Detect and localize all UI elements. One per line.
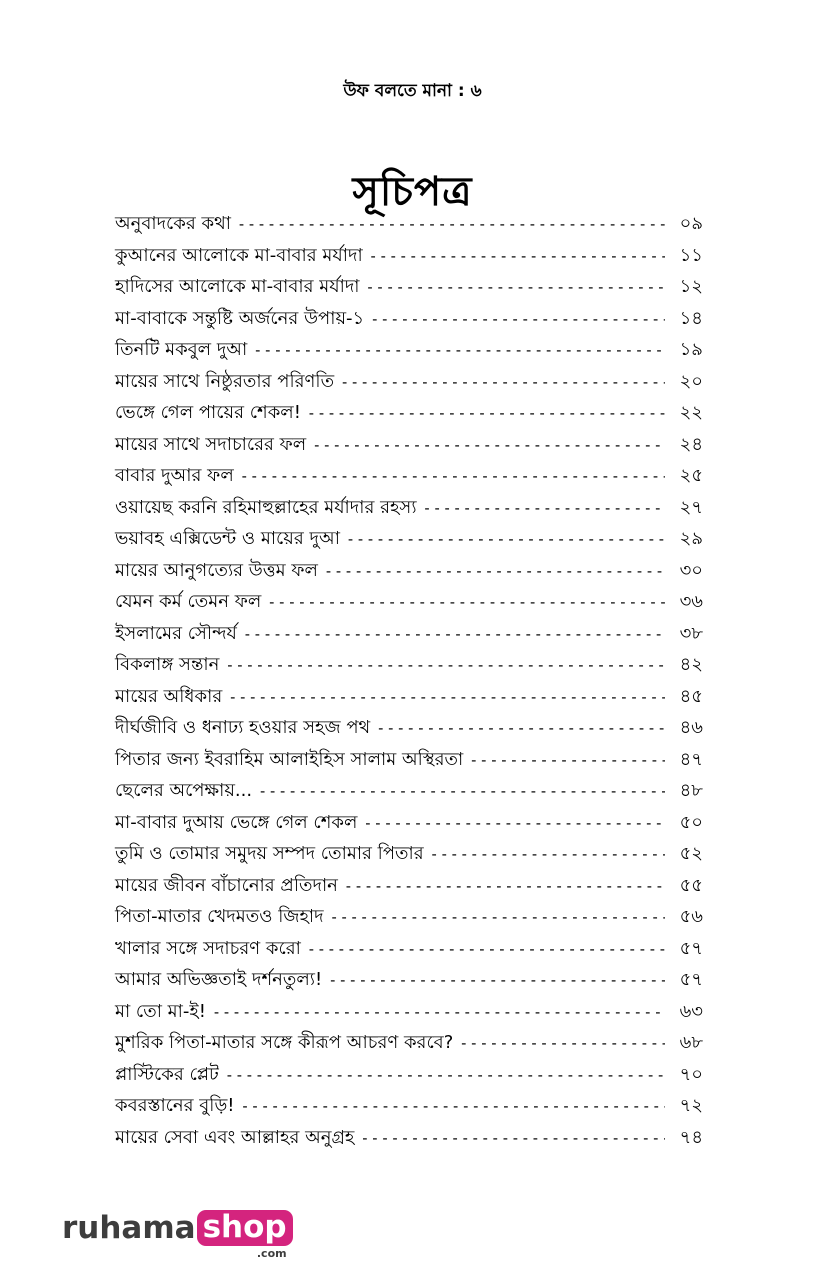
toc-entry-label: মায়ের সাথে নিষ্ঠুরতার পরিণতি [115,370,335,392]
toc-leader [237,209,665,241]
toc-entry-label: তুমি ও তোমার সমুদয় সম্পদ তোমার পিতার [115,843,424,864]
toc-entry-label: অনুবাদকের কথা [115,213,231,234]
toc-entry [115,240,703,272]
toc-leader [366,272,665,304]
toc-entry-label: মা-বাবার দুআয় ভেঙ্গে গেল শেকল [115,811,358,833]
toc-entry-label: দীর্ঘজীবি ও ধনাঢ্য হওয়ার সহজ পথ [115,717,371,738]
toc-leader [360,1123,665,1155]
toc-entry-page: ৭৪ [679,1126,703,1148]
toc-leader [228,682,665,714]
toc-entry-page: ৫৫ [679,874,703,896]
toc-leader [253,335,665,367]
toc-entry-page: ৫২ [679,843,703,864]
toc-entry-page: ১৪ [679,307,703,329]
toc-entry [115,870,703,902]
toc-leader [459,1028,665,1060]
toc-entry-page: ৬৮ [679,1032,703,1053]
toc-entry-label: তিনটি মকবুল দুআ [115,339,248,360]
toc-entry [115,712,703,744]
toc-entry-page: ৭২ [679,1095,703,1116]
toc-entry-label: ছেলের অপেক্ষায়... [115,780,253,801]
toc-leader [225,650,665,682]
toc-entry [115,649,703,681]
toc-entry [115,1027,703,1059]
toc-entry [115,996,703,1028]
toc-entry-label: যেমন কর্ম তেমন ফল [115,591,262,612]
toc-entry-label: মুশরিক পিতা-মাতার সঙ্গে কীরূপ আচরণ করবে? [115,1032,454,1053]
toc-entry-label: মায়ের জীবন বাঁচানোর প্রতিদান [115,874,338,896]
toc-entry-page: ৪২ [679,654,703,675]
toc-entry-label: কুআনের আলোকে মা-বাবার মর্যাদা [115,244,363,266]
toc-entry-label: মা তো মা-ই! [115,1000,206,1022]
toc-leader [370,304,665,336]
toc-entry-page: ৩৬ [679,591,703,612]
toc-entry [115,334,703,366]
toc-leader [330,902,665,934]
toc-leader [258,776,665,808]
toc-entry-label: খালার সঙ্গে সদাচরণ করো [115,937,301,959]
toc-entry-page: ৪৫ [679,685,703,707]
toc-leader [340,367,665,399]
logo-shop-badge [197,1209,293,1260]
toc-list [115,208,703,1153]
toc-entry [115,1090,703,1122]
toc-entry-label: ভেঙ্গে গেল পায়ের শেকল! [115,402,301,423]
toc-entry-label: মায়ের সেবা এবং আল্লাহর অনুগ্রহ [115,1126,355,1148]
toc-entry-page: ৪৭ [679,748,703,770]
toc-entry-page: ১১ [679,244,703,266]
toc-entry-page: ৪৮ [679,780,703,801]
toc-leader [212,997,665,1029]
toc-leader [312,430,665,462]
toc-leader [243,619,665,651]
toc-entry-label: মায়ের সাথে সদাচারের ফল [115,433,307,455]
toc-entry-label: আমার অভিজ্ঞতাই দর্শনতুল্য! [115,969,323,990]
toc-entry [115,429,703,461]
toc-entry [115,460,703,492]
toc-entry-page: ২৪ [679,433,703,455]
toc-leader [240,461,665,493]
toc-entry-page: ৩০ [679,559,703,581]
toc-entry-label: পিতা-মাতার খেদমতও জিহাদ [115,906,324,927]
toc-entry-label: মা-বাবাকে সন্তুষ্টি অর্জনের উপায়-১ [115,307,365,329]
toc-leader [369,241,665,273]
toc-entry-label: বিকলাঙ্গ সন্তান [115,654,220,675]
toc-entry [115,366,703,398]
toc-entry-page: ২৫ [679,465,703,486]
toc-entry-label: বাবার দুআর ফল [115,465,234,486]
toc-entry-page: ২২ [679,402,703,423]
toc-entry [115,303,703,335]
toc-entry [115,618,703,650]
toc-leader [376,713,665,745]
toc-entry-label: ওয়ায়েছ করনি রহিমাহুল্লাহের মর্যাদার রহস্য [115,496,417,518]
toc-entry [115,838,703,870]
toc-leader [469,745,665,777]
toc-entry [115,555,703,587]
toc-entry-page: ০৯ [679,213,703,234]
toc-entry [115,744,703,776]
toc-entry [115,208,703,240]
logo-wordmark: ruhama [62,1210,196,1246]
logo-shop-label: shop [202,1209,287,1245]
toc-leader [328,965,665,997]
toc-entry-page: ১৯ [679,339,703,360]
toc-entry [115,681,703,713]
toc-entry [115,933,703,965]
toc-entry [115,271,703,303]
toc-leader [346,524,665,556]
toc-entry-page: ৩৮ [679,622,703,644]
toc-entry [115,775,703,807]
toc-entry-page: ৫৭ [679,937,703,959]
toc-leader [363,808,665,840]
toc-leader [225,1060,665,1092]
toc-entry-label: হাদিসের আলোকে মা-বাবার মর্যাদা [115,276,360,297]
toc-leader [241,1091,665,1123]
toc-entry [115,523,703,555]
toc-leader [430,839,665,871]
toc-entry-page: ৫৭ [679,969,703,990]
logo-domain: .com [256,1247,287,1260]
toc-entry-label: ভয়াবহ এক্সিডেন্ট ও মায়ের দুআ [115,528,340,549]
toc-entry-page: ১২ [679,276,703,297]
toc-entry-page: ৫০ [679,811,703,833]
running-header: উফ বলতে মানা : ৬ [343,81,482,101]
toc-leader [307,398,665,430]
toc-entry [115,964,703,996]
toc-entry [115,1059,703,1091]
toc-entry-label: মায়ের আনুগত্যের উত্তম ফল [115,559,318,581]
toc-entry-page: ২৯ [679,528,703,549]
ruhama-shop-logo [62,1210,293,1260]
toc-leader [324,556,665,588]
toc-entry [115,492,703,524]
toc-leader [344,871,665,903]
toc-entry [115,901,703,933]
toc-leader [267,587,665,619]
toc-entry-page: ৫৬ [679,906,703,927]
toc-entry-label: মায়ের অধিকার [115,685,223,707]
toc-entry [115,1122,703,1154]
toc-leader [423,493,665,525]
toc-entry-label: ইসলামের সৌন্দর্য [115,622,237,644]
toc-entry [115,807,703,839]
toc-title: সূচিপত্র [352,168,473,215]
toc-entry-label: প্লাস্টিকের প্লেট [115,1063,219,1085]
toc-entry [115,586,703,618]
toc-entry-page: ২৭ [679,496,703,518]
toc-entry-page: ৭০ [679,1063,703,1085]
toc-entry-page: ৬৩ [679,1000,703,1022]
toc-entry-page: ৪৬ [679,717,703,738]
toc-entry-page: ২০ [679,370,703,392]
toc-entry [115,397,703,429]
toc-entry-label: পিতার জন্য ইবরাহিম আলাইহিস সালাম অস্থিরতা [115,748,464,770]
toc-entry-label: কবরস্তানের বুড়ি! [115,1095,235,1116]
toc-leader [307,934,665,966]
